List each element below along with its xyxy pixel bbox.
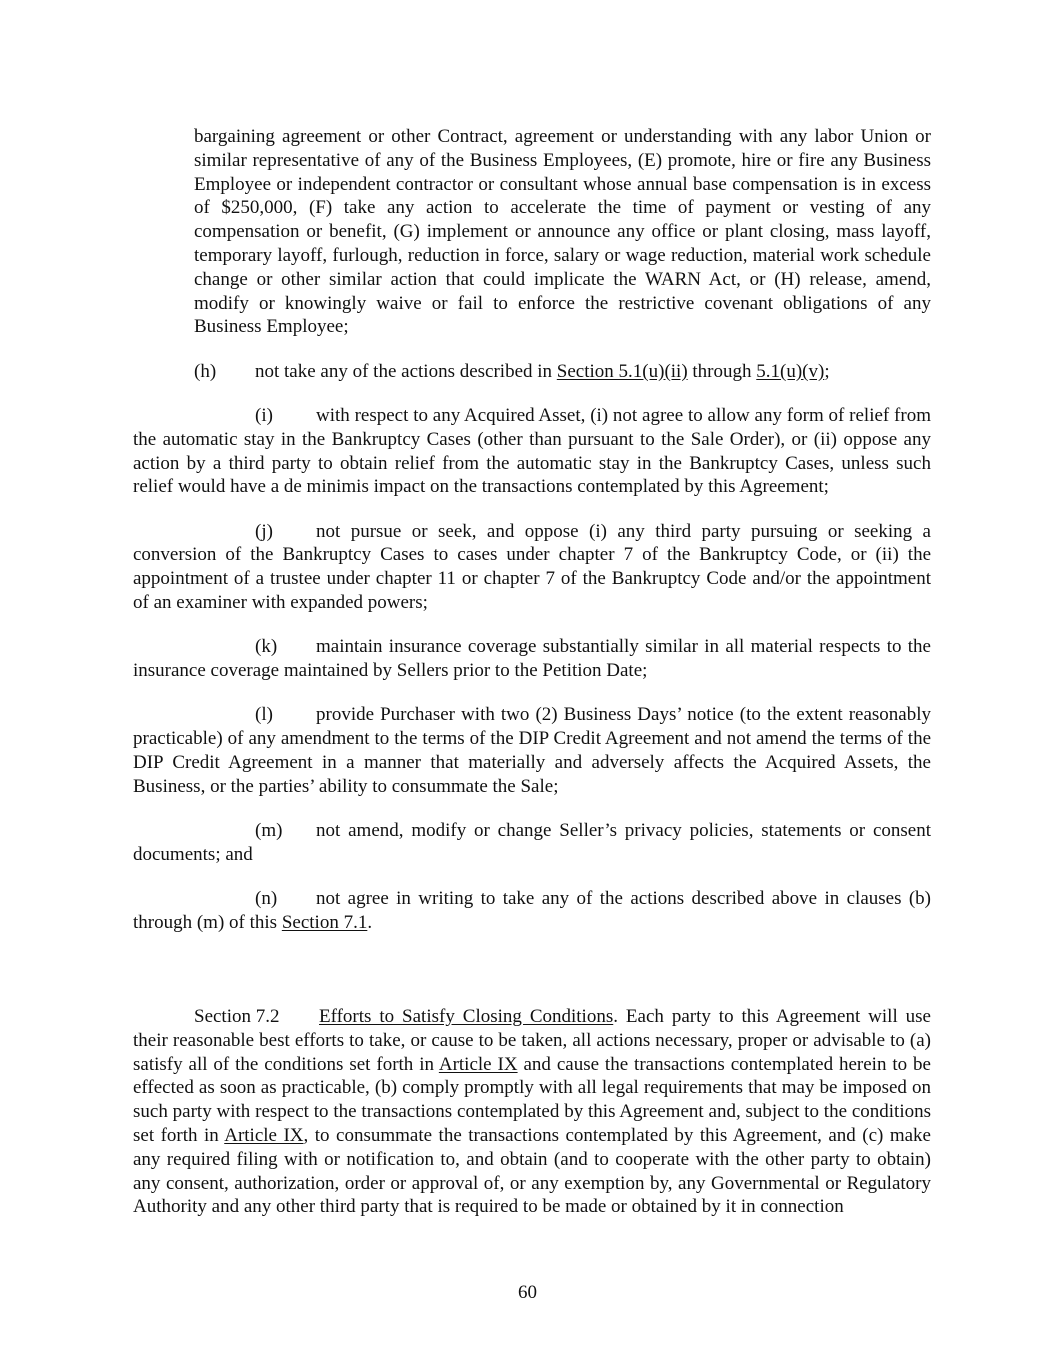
- section-number: Section 7.2: [194, 1006, 280, 1027]
- page-number: 60: [518, 1282, 537, 1303]
- clause-k: (k) maintain insurance coverage substantially similar in all material respects to the insurance coverage maintained by Sellers prior to the Petition Date;: [133, 636, 931, 682]
- clause-label: (k): [255, 636, 278, 658]
- section-link[interactable]: Section 5.1(u)(ii): [556, 360, 688, 382]
- clause-label: (n): [255, 888, 278, 910]
- article-link[interactable]: Article IX: [224, 1124, 304, 1146]
- document-body: [133, 125, 931, 935]
- clause-label: (m): [255, 820, 283, 842]
- section-7-2: Section 7.2 Efforts to Satisfy Closing Conditions. Each party to this Agreement will use their reasonable best efforts to take, or cause to be taken, all actions necessary, proper or advisable to (a) satisfy all of the conditions set forth in Article IX and cause the transactions contemplated herein to be effected as soon as practicable, (b) comply promptly with all legal requirements that may be imposed on such party with respect to the transactions contemplated by this Agreement and, subject to the conditions set forth in Article IX, to consummate the transactions contemplated by this Agreement, and (c) make any required filing with or notification to, and obtain (and to cooperate with the other party to obtain) any consent, authorization, order or approval of, or any exemption by, any Governmental or Regulatory Authority and any other third party that is required to be made or obtained by it in connection: [133, 1006, 931, 1218]
- section-link[interactable]: 5.1(u)(v): [756, 360, 825, 382]
- clause-label: (j): [255, 520, 273, 542]
- clause-i: (i) with respect to any Acquired Asset, (i) not agree to allow any form of relief from the automatic stay in the Bankruptcy Cases (other than pursuant to the Sale Order), or (ii) oppose any action by a third party to obtain relief from the automatic stay in the Bankruptcy Cases, unless such relief would have a de minimis impact on the transactions contemplated by this Agreement;: [133, 404, 931, 498]
- clause-j: (j) not pursue or seek, and oppose (i) any third party pursuing or seeking a conversion of the Bankruptcy Cases to cases under chapter 7 of the Bankruptcy Code, or (ii) the appointment of a trustee under chapter 11 or chapter 7 of the Bankruptcy Code and/or the appointment of an examiner with expanded powers;: [133, 520, 931, 614]
- clause-l: (l) provide Purchaser with two (2) Business Days’ notice (to the extent reasonably practicable) of any amendment to the terms of the DIP Credit Agreement and not amend the terms of the DIP Credit Agreement in a manner that materially and adversely affects the Acquired Assets, the Business, or the parties’ ability to consummate the Sale;: [133, 704, 931, 797]
- section-heading: Efforts to Satisfy Closing Conditions: [319, 1006, 614, 1027]
- clause-label: (h): [194, 360, 217, 382]
- clause-n: (n) not agree in writing to take any of the actions described above in clauses (b) through (m) of this Section 7.1.: [133, 888, 931, 934]
- clause-h: (h) not take any of the actions described in Section 5.1(u)(ii) through 5.1(u)(v);: [194, 360, 830, 382]
- article-link[interactable]: Article IX: [438, 1053, 518, 1075]
- continuation-paragraph: bargaining agreement or other Contract, agreement or understanding with any labor Union or similar representative of any of the Business Employees, (E) promote, hire or fire any Business Employee or independent contractor or consultant whose annual base compensation is in excess of $250,000, (F) take any action to accelerate the time of payment or vesting of any compensation or benefit, (G) implement or announce any office or plant closing, mass layoff, temporary layoff, furlough, reduction in force, salary or wage reduction, material work schedule change or other similar action that could implicate the WARN Act, or (H) release, amend, modify or knowingly waive or fail to enforce the restrictive covenant obligations of any Business Employee;: [194, 126, 931, 338]
- section-link[interactable]: Section 7.1: [281, 912, 368, 934]
- clause-label: (i): [255, 404, 273, 426]
- clause-m: (m) not amend, modify or change Seller’s privacy policies, statements or consent documents; and: [133, 820, 931, 865]
- clause-label: (l): [255, 704, 273, 726]
